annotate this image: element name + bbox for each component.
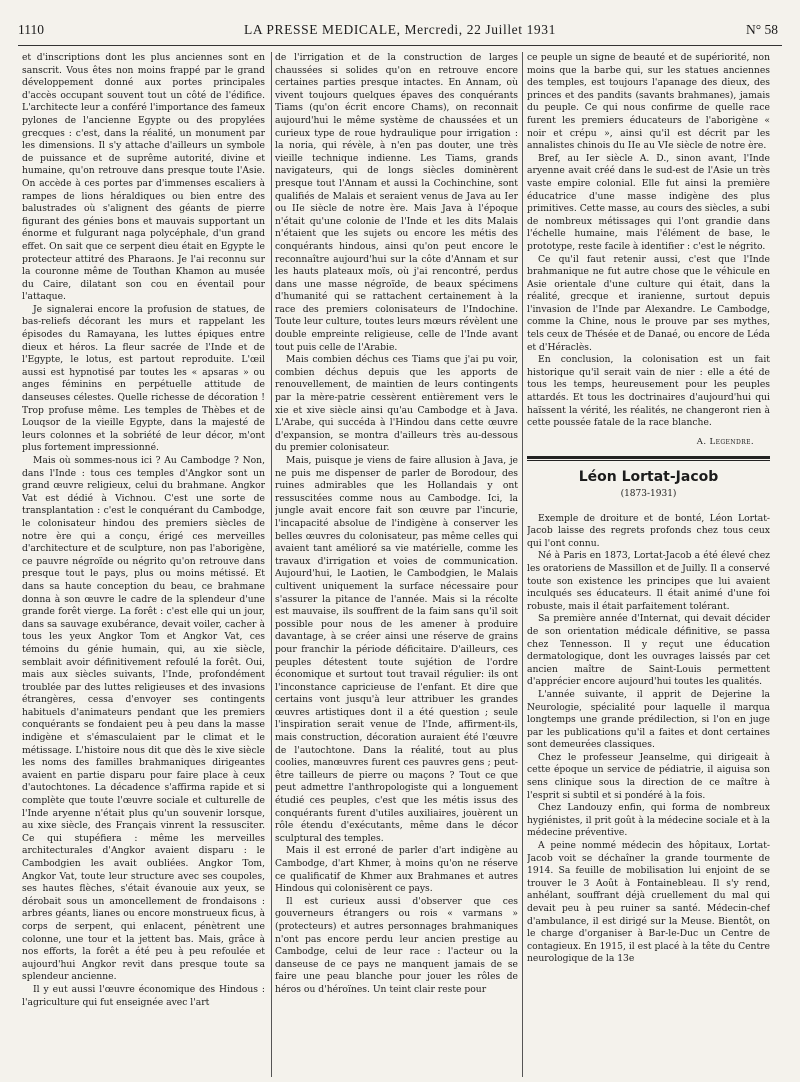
author-signature: A. Legendre. — [696, 436, 754, 447]
section-rule-thin — [527, 460, 770, 461]
paragraph: Mais, puisque je viens de faire allusion à Java, je ne puis me dispenser de parler de Borodour, des ruines admirables que les Hollandais y ont ressuscitées comme nous au Cambodge. Ici, la jungle avait encore fait son œuvre par l'incurie, l'incapacité absolue de l'indigène à conserver les belles œuvres du colonisateur, pas même celles qui avaient tant amélioré sa vie matérielle, comme les travaux d'irrigation et voies de communication. Aujourd'hui, le Laotien, le Cambodgien, le Malais cultivent uniquement la surface nécessaire pour s'assurer la pitance de l'année. Mais si la récolte est mauvaise, ils souffrent de la faim sans qu'il soit possible pour nous de les amener à produire davantage, à se créer ainsi une réserve de grains pour franchir la période déficitaire. D'ailleurs, ces peuples détestent toute sujétion de l'ordre économique et surtout tout travail régulier: ils ont l'inconstance capricieuse de l'enfant. Et dire que certains vont jusqu'à leur attribuer les grandes œuvres artistiques dont il a été question ; seule l'inspiration serait venue de l'Inde, affirment-ils, mais construction, décoration auraient été l'œuvre de l'autochtone. Dans la réalité, tout au plus coolies, manœuvres furent ces pauvres gens ; peut-être tailleurs de pierre ou maçons ? Tout ce que peut admettre l'anthropologiste qui a longuement étudié ces peuples, c'est que les métis issus des conquérants furent d'utiles auxiliaires, jouèrent un rôle étendu d'exécutants, même dans le décor sculptural des temples. — [275, 455, 518, 844]
paragraph: Il est curieux aussi d'observer que ces gouverneurs étrangers ou rois « varmans » (protecteurs) et autres personnages brahmaniques n'ont pas encore perdu leur ancien prestige au Cambodge, celui de leur race : l'acteur ou la danseuse de ce pays ne manquent jamais de se faire une peau blanche pour jouer les rôles de héros ou d'héroïnes. Un teint clair reste pour — [275, 895, 518, 995]
paragraph: A peine nommé médecin des hôpitaux, Lortat-Jacob voit se déchaîner la grande tourmente de 1914. Sa feuille de mobilisation lui enjoint de se trouver le 3 Août à Fontainebleau. Il s'y rend, anhélant, souffrant déjà cruellement du mal qui devait peu à peu ruiner sa santé. Médecin-chef d'ambulance, il est dirigé sur la Meuse. Bientôt, on le charge d'organiser à Bar-le-Duc un Centre de contagieux. En 1915, il est placé à la tête du Centre neurologique de la 13e — [527, 840, 770, 965]
paragraph: Bref, au Ier siècle A. D., sinon avant, l'Inde aryenne avait créé dans le sud-est de l'Asie un très vaste empire colonial. Elle fut ainsi la première éducatrice d'une masse indigène des plus primitives. Cette masse, au cours des siècles, a subi de nombreux métissages qui l'ont grandie dans l'échelle humaine, mais l'élément de base, le prototype, reste facile à identifier : c'est le négrito. — [527, 152, 770, 252]
obituary-title: Léon Lortat-Jacob — [578, 469, 719, 486]
obituary-dates: (1873-1931) — [620, 489, 677, 499]
paragraph: Chez le professeur Jeanselme, qui dirigeait à cette époque un service de pédiatrie, il aiguisa son sens clinique sous la direction de ce maître à l'esprit si subtil et si pondéré à la fois. — [527, 751, 770, 801]
page-header — [18, 22, 782, 40]
column-2 — [275, 52, 518, 1076]
paragraph: Mais il est erroné de parler d'art indigène au Cambodge, d'art Khmer, à moins qu'on ne réserve ce qualificatif de Khmer aux Brahmanes et autres Hindous qui colonisèrent ce pays. — [275, 845, 518, 895]
paragraph: Il y eut aussi l'œuvre économique des Hindous : l'agriculture qui fut enseignée avec l'art — [22, 983, 265, 1008]
paragraph: Mais combien déchus ces Tiams que j'ai pu voir, combien déchus depuis que les apports de renouvellement, de maintien de leurs contingents par la mère-patrie cessèrent entièrement vers le xie et xive siècle ainsi qu'au Cambodge et à Java. L'Arabe, qui succéda à l'Hindou dans cette œuvre d'expansion, se montra d'ailleurs très au-dessous du premier colonisateur. — [275, 354, 518, 454]
paragraph: Exemple de droiture et de bonté, Léon Lortat-Jacob laisse des regrets profonds chez tous ceux qui l'ont connu. — [527, 512, 770, 549]
paragraph: et d'inscriptions dont les plus anciennes sont en sanscrit. Vous êtes non moins frappé par le grand développement donné aux portes principales d'accès occupant souvent tout un côté de l'édifice. L'architecte leur a conféré l'importance des fameux pylones de l'ancienne Egypte ou des propylées grecques : c'est, dans la réalité, un monument par les dimensions. Il s'y attache d'ailleurs un symbole de puissance et de suprême autorité, divine et humaine, qu'on retrouve dans presque toute l'Asie. On accède à ces portes par d'immenses escaliers à rampes de lions héraldiques ou bien entre des balustrades où s'alignent des géants de pierre figurant des génies bons et mauvais supportant un énorme et fulgurant naga polycéphale, d'un grand effet. On sait que ce serpent dieu était en Egypte le protecteur attitré des Pharaons. Je l'ai reconnu sur la couronne même de Touthan Khamon au musée du Caire, dilatant son cou en éventail pour l'attaque. — [22, 52, 265, 303]
paragraph: En conclusion, la colonisation est un fait historique qu'il serait vain de nier : elle a été de tous les temps, heureusement pour les peuples attardés. Et tous les doctrinaires d'aujourd'hui qui haïssent la vérité, les réalités, ne changeront rien à cette poussée fatale de la race blanche. — [527, 354, 770, 429]
journal-title: LA PRESSE MEDICALE, Mercredi, 22 Juillet 1931 — [244, 22, 556, 37]
paragraph: Né à Paris en 1873, Lortat-Jacob a été élevé chez les oratoriens de Massillon et de Juilly. Il a conservé toute son existence les principes que lui avaient inculqués ses éducateurs. Il était animé d'une foi robuste, mais il était parfaitement tolérant. — [527, 550, 770, 612]
column-divider-2 — [522, 52, 523, 1077]
column-divider-1 — [271, 52, 272, 1077]
column-3 — [527, 52, 770, 1076]
header-rule — [18, 45, 782, 46]
page-number: 1110 — [18, 22, 44, 37]
paragraph: Je signalerai encore la profusion de statues, de bas-reliefs décorant les murs et rappelant les épisodes du Ramayana, les luttes épiques entre dieux et héros. La fleur sacrée de l'Inde et de l'Egypte, le lotus, est partout reproduite. L'œil aussi est hypnotisé par toutes les « apsaras » ou anges féminins en perpétuelle attitude de danseuses célestes. Quelle richesse de décoration ! Trop profuse même. Les temples de Thèbes et de Louqsor de la vieille Egypte, dans la majesté de leurs colonnes et la sobriété de leur décor, m'ont plus fortement impressionné. — [22, 303, 265, 454]
section-rule-thick — [527, 456, 770, 459]
paragraph: L'année suivante, il apprit de Dejerine la Neurologie, spécialité pour laquelle il marqua longtemps une grande prédilection, si l'on en juge par les publications qu'il a faites et dont certaines sont demeurées classiques. — [527, 688, 770, 751]
column-1 — [22, 52, 265, 1076]
paragraph: ce peuple un signe de beauté et de supériorité, non moins que la barbe qui, sur les statues anciennes des temples, est toujours l'apanage des dieux, des princes et des pandits (savants brahmanes), jamais du peuple. Ce qui nous confirme de quelle race furent les premiers éducateurs de l'aborigène « noir et crépu », ainsi qu'il est décrit par les annalistes chinois du IIe au VIe siècle de notre ère. — [527, 52, 770, 152]
paragraph: Sa première année d'Internat, qui devait décider de son orientation médicale définitive, se passa chez Tennesson. Il y reçut une éducation dermatologique, dont les ouvrages laissés par cet ancien maître de Saint-Louis permettent d'apprécier encore aujourd'hui toutes les qualités. — [527, 613, 770, 688]
paragraph: Chez Landouzy enfin, qui forma de nombreux hygiénistes, il prit goût à la médecine sociale et à la médecine préventive. — [527, 802, 770, 839]
issue-number: N° 58 — [745, 22, 778, 37]
paragraph: de l'irrigation et de la construction de larges chaussées si solides qu'on en retrouve encore certaines parties presque intactes. En Annam, où vivent toujours quelques épaves des conquérants Tiams (qu'on écrit encore Chams), on reconnait aujourd'hui le même système de chaussées et un curieux type de roue hydraulique pour irrigation : la noria, qui révèle, à n'en pas douter, une très vieille technique indienne. Les Tiams, grands navigateurs, qui de longs siècles dominèrent presque tout l'Annam et aussi la Cochinchine, sont qualifiés de Malais et seraient venus de Java au Ier ou IIe siècle de notre ère. Mais Java à l'époque n'était qu'une colonie de l'Inde et les dits Malais n'étaient que les sujets ou encore les métis des conquérants hindous, ainsi qu'on peut encore le reconnaître aujourd'hui sur la côte d'Annam et sur les hauts plateaux moïs, où j'ai rencontré, perdus dans une masse négroïde, de beaux spécimens d'humanité qui se rattachent certainement à la race des premiers colonisateurs de l'Indochine. Toute leur culture, toutes leurs mœurs révèlent une double empreinte religieuse, celle de l'Inde avant tout puis celle de l'Arabie. — [275, 52, 518, 353]
paragraph: Mais où sommes-nous ici ? Au Cambodge ? Non, dans l'Inde : tous ces temples d'Angkor sont un grand œuvre religieux, celui du brahmane. Angkor Vat est dédié à Vichnou. C'est une sorte de transplantation : c'est le conquérant du Cambodge, le colonisateur hindou des premiers siècles de notre ère qui a conçu, érigé ces merveilles d'architecture et de sculpture, non pas l'aborigène, ce pauvre négroïde ou négrito qu'on retrouve dans presque tout le pays, plus ou moins métissé. Et dans sa haute conception du beau, ce brahmane donna à son œuvre le cadre de la splendeur d'une grande forêt vierge. La forêt : c'est elle qui un jour, dans sa sauvage exubérance, devait voiler, cacher à tous les yeux Angkor Tom et Angkor Vat, ces témoins du génie humain, qui, au xie siècle, semblait avoir définitivement refoulé la forêt. Oui, mais aux siècles suivants, l'Inde, profondément troublée par des luttes religieuses et des invasions étrangères, cessa d'envoyer ses contingents habituels d'animateurs pendant que les premiers conquérants se fondaient peu à peu dans la masse indigène et s'émasculaient par le climat et le métissage. L'histoire nous dit que dès le xive siècle les noms des familles brahmaniques dirigeantes avaient en partie disparu pour faire place à ceux d'autochtones. La décadence s'affirma rapide et si complète que toute l'œuvre sociale et culturelle de l'Inde aryenne n'était plus qu'un souvenir lorsque, au xixe siècle, des Français vinrent la ressusciter. Ce qui stupéfiera : même les merveilles architecturales d'Angkor avaient disparu : le Cambodgien les avait oubliées. Angkor Tom, Angkor Vat, toute leur structure avec ses coupoles, ses hautes flèches, s'était évanouie aux yeux, se dérobait sous un amoncellement de frondaisons : arbres géants, lianes ou encore monstrueux ficus, à corps de serpent, qui enlacent, pénètrent une colonne, une tour et la jettent bas. Mais, grâce à nos efforts, la forêt a été peu à peu refoulée et aujourd'hui Angkor revit dans presque toute sa splendeur ancienne. — [22, 455, 265, 983]
paragraph: Ce qu'il faut retenir aussi, c'est que l'Inde brahmanique ne fut autre chose que le véhicule en Asie orientale d'une culture qui était, dans la réalité, grecque et iranienne, surtout depuis l'invasion de l'Inde par Alexandre. Le Cambodge, comme la Chine, nous le prouve par ses mythes, tels ceux de Thésée et de Danaé, ou encore de Léda et d'Héraclès. — [527, 253, 770, 353]
